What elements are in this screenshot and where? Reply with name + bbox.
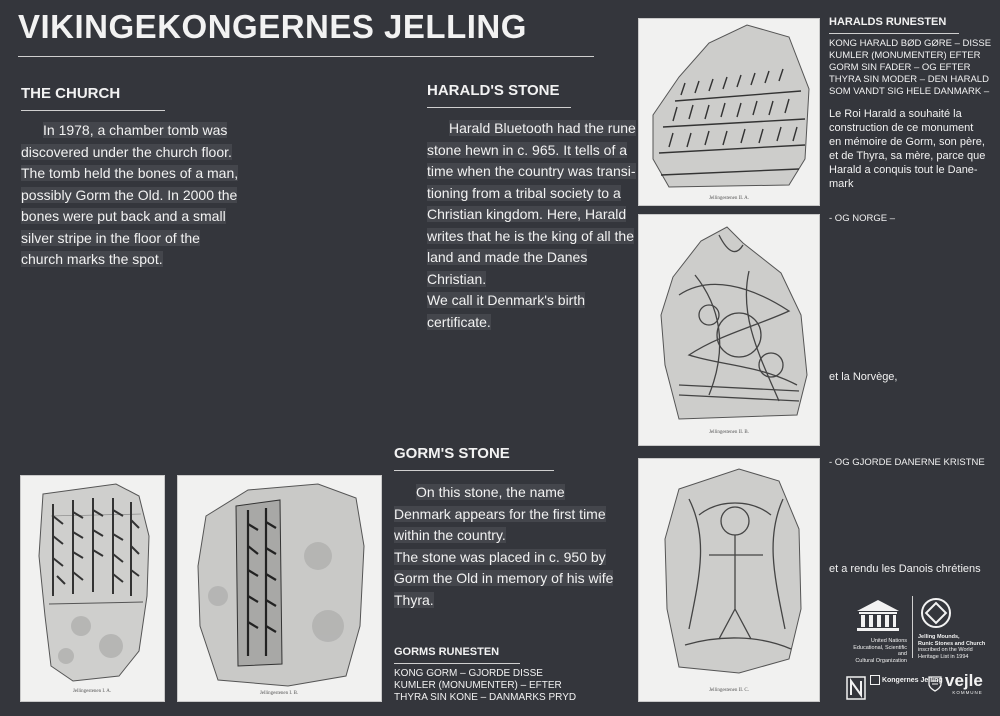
church-divider [21, 110, 165, 111]
og-norge-text: - OG NORGE – [829, 213, 895, 224]
world-heritage-emblem-icon [920, 597, 952, 629]
national-museum-logo [846, 676, 866, 700]
world-heritage-logo: Jelling Mounds, Runic Stones and Church inscribed on the World Heritage List in 1994 [918, 597, 998, 657]
haralds-runesten-text: KONG HARALD BØD GØRE – DISSE KUMLER (MONUMENTER) EFTER GORM SIN FADER – OG EFTER THYRA SIN MODER – DEN HARALD SOM VANDT SIG HELE DANMARK – [829, 38, 992, 97]
gorm-stone-b-caption: Jellingestenen I. B. [259, 691, 299, 696]
church-text: In 1978, a chamber tomb was discovered under the church floor. The tomb held the bones of a man, possibly Gorm the Old. In 2000 the bones were put back and a small silver stripe in the floor of the church marks the spot. [21, 122, 239, 267]
harald-stone-b-caption: Jellingestenen II. B. [709, 430, 749, 435]
rendu-text: et a rendu les Danois chrétiens [829, 563, 981, 575]
gorms-runesten-text: KONG GORM – GJORDE DISSE KUMLER (MONUMENTER) – EFTER THYRA SIN KONE – DANMARKS PRYD [394, 668, 577, 703]
kongernes-crown-icon [870, 675, 880, 685]
harald-divider [427, 107, 571, 108]
harald-stone-a-caption: Jellingestenen II. A. [709, 196, 749, 201]
title-divider [18, 56, 594, 57]
gorm-divider [394, 470, 554, 471]
n-logo-icon [846, 676, 866, 700]
gorms-runesten-heading: GORMS RUNESTEN [394, 646, 500, 658]
church-heading: THE CHURCH [21, 85, 121, 102]
harald-stone-c-image [638, 458, 820, 702]
gorm-stone-a-image [20, 475, 165, 702]
logo-divider [912, 596, 913, 658]
french-translation-1: Le Roi Harald a souhaité la construction de ce monument en mémoire de Gorm, son père, et de Thyra, sa mère, parce que Harald a conquis tout le Dane- mark [829, 108, 986, 190]
gorm-text: On this stone, the name Denmark appears for the first time within the country. The stone was placed in c. 950 by Gorm the Old in memory of his wife Thyra. [394, 484, 614, 608]
gorm-stone-b-image [177, 475, 382, 702]
vejle-crest-icon [928, 676, 942, 692]
harald-stone-c-caption: Jellingestenen II. C. [709, 688, 749, 693]
haralds-runesten-heading: HARALDS RUNESTEN [829, 16, 947, 28]
unesco-temple-icon [843, 597, 913, 633]
haralds-runesten-divider [829, 33, 959, 34]
gorms-runesten-divider [394, 663, 520, 664]
harald-heading: HARALD'S STONE [427, 82, 560, 99]
gorm-heading: GORM'S STONE [394, 445, 510, 462]
harald-stone-a-image [638, 18, 820, 206]
harald-text: Harald Bluetooth had the rune stone hewn in c. 965. It tells of a time when the country was transi- tioning from a tribal society to a Christian kingdom. Here, Harald writes that he is the king of all the land and made the Danes Christian. We call it Denmark's birth certificate. [427, 120, 636, 330]
og-gjorde-text: - OG GJORDE DANERNE KRISTNE [829, 457, 985, 468]
page-title: VIKINGEKONGERNES JELLING [18, 8, 527, 45]
vejle-logo: vejle KOMMUNE [945, 671, 983, 695]
norvege-text: et la Norvège, [829, 371, 898, 383]
unesco-logo: United Nations Educational, Scientific and Cultural Organization [843, 597, 913, 657]
gorm-stone-a-caption: Jellingestenen I. A. [72, 689, 112, 694]
kongernes-jelling-logo: Kongernes Jelling [870, 675, 943, 685]
harald-stone-b-image [638, 214, 820, 446]
